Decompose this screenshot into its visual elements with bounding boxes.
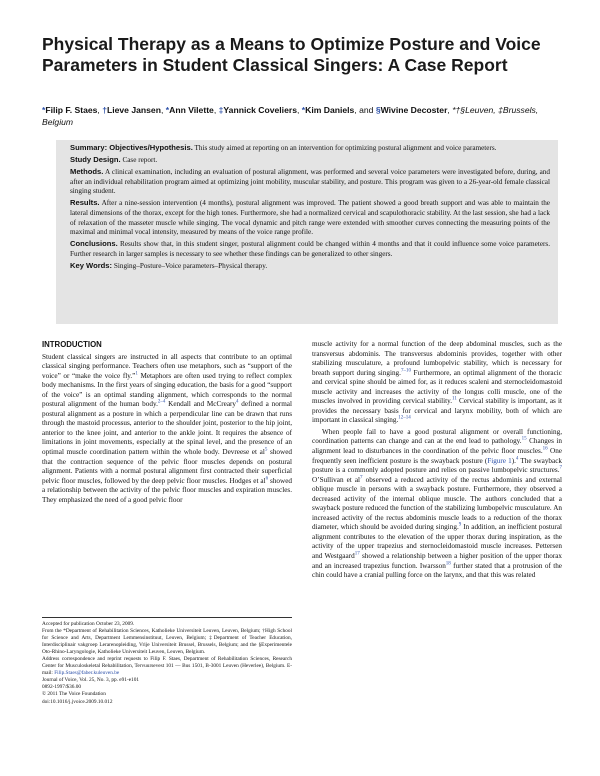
abstract-keywords: Key Words: Singing–Posture–Voice parameters–Physical therapy. [70, 261, 268, 271]
author[interactable]: *Filip F. Staes [42, 105, 98, 115]
abstract-methods: Methods. A clinical examination, including an evaluation of postural alignment, was performed and several voice parameters were investigated before, during, and after an individual rehabilitation program aimed at optimizing joint mobility, muscular stability, and posture. This program was given to a 26-year-old female classical singing student. [70, 167, 550, 196]
footnote-journal: Journal of Voice, Vol. 25, No. 3, pp. e91-e101 [42, 677, 140, 684]
citation-link[interactable]: 9 [458, 523, 462, 528]
article-title: Physical Therapy as a Means to Optimize Posture and Voice Parameters in Student Classical Singers: A Case Report [42, 34, 541, 75]
citation-link[interactable]: 6 [265, 476, 269, 482]
citation-link[interactable]: 12–14 [398, 415, 411, 421]
author[interactable]: †Lieve Jansen [102, 105, 161, 115]
email-link[interactable]: Filip.Staes@faber.kuleuven.be [54, 670, 120, 677]
author[interactable]: *Kim Daniels [301, 105, 355, 115]
citation-link[interactable]: 16 [542, 446, 548, 452]
body-paragraph: When people fail to have a good postural alignment or overall functioning, coordination patterns can change and can at the end lead to pathology.$^{15}$ Changes in alignment lead to disturbances in the coordination of the pelvic floor muscles.$^{16}$ One frequently seen inefficient posture is the swayback posture (Figure 1).$^4$ The swayback posture is a commonly adopted posture and relies on passive lumbopelvic structures.$^7$ O’Sullivan et al$^7$ observed a reduced activity of the rectus abdominis and external oblique muscle in persons with a swayback posture. Furthermore, they observed a decreased activity of the internal oblique muscle. The authors concluded that a swayback posture reduced the function of the stabilizing lumbopelvic musculature. An increased activity of the rectus abdominis muscle leads to a reduction of the thorax diameter, which should be avoided during singing.$^9$ In addition, an inefficient postural alignment contributes to the elevation of the upper thorax during inspiration, as the activity of the upper trapezius and sternocleidomastoid muscle increases. Pettersen and Westgaard$^{17}$ showed a relationship between a higher position of the upper thorax and an increased trapezius function. Iwarsson$^{18}$ further stated that a protrusion of the chin could have a cranial pulling force on the larynx, and that this was related [312, 427, 563, 580]
right-column [312, 340, 562, 581]
body-paragraph: muscle activity for a normal function of the deep abdominal muscles, such as the transversus abdominis. The transversus abdominis provides, together with other stabilizing musculature, a profound lumbopelvic stability, which is necessary for breath support during singing.$^{7-10}$ Furthermore, an optimal alignment of the thoracic and cervical spine should be aimed for, as it reduces scaleni and sternocleidomastoid muscle activity and increases the activity of the longus colli muscle, one of the muscles involved in providing cervical stability.$^{11}$ Cervical stability is important, as it provides the necessary basis for cervical and larynx mobility, both of which are important in classical singing.$^{12-14}$ [312, 340, 562, 425]
citation-link[interactable]: 7 [360, 475, 363, 481]
figure-link[interactable]: Figure 1 [487, 456, 512, 465]
footnote-doi: doi:10.1016/j.jvoice.2009.10.012 [42, 698, 113, 705]
abstract-design: Study Design. Case report. [70, 155, 158, 165]
citation-link[interactable]: 4 [236, 399, 239, 405]
abstract-conclusions: Conclusions. Results show that, in this student singer, postural alignment could be changed within 4 months and that it could influence some voice parameters. Further research in larger samples is necessary to see whether these findings can be generalized to other singers. [70, 239, 551, 258]
citation-link[interactable]: 17 [354, 551, 360, 557]
citation-link[interactable]: 18 [445, 561, 451, 567]
footnote-issn: 0892-1997/$36.00 [42, 684, 81, 691]
left-column [42, 340, 292, 505]
citation-link[interactable]: 5 [264, 447, 268, 453]
abstract-results: Results. After a nine-session intervention (4 months), postural alignment was improved. The patient showed a good breath support and was able to maintain the lateral dimensions of the thorax, except for the high tones. Furthermore, she had a normalized cervical and scapulothoracic stability. At the last session, she had a lack of relaxation of the masseter muscle while singing. The vocal dynamic and pitch range were extended with smoother curves connecting the measuring points of the maximal and minimal vocal intensity, measured by means of the voice range profile. [70, 198, 550, 237]
body-paragraph: Student classical singers are instructed in all aspects that contribute to an optimal classical singing performance. Teachers often use metaphors, such as “support of the voice” or “make the voice fly.”$^1$ Metaphors are often used trying to reflect complex body mechanisms. In the first years of singing education, the basis for a good “support of the voice” is an optimal standing alignment, which corresponds to the normal postural alignment of the human body.$^{2-4}$ Kendall and McCreary$^4$ defined a normal postural alignment as a posture in which a perpendicular line can be drawn that runs through the mastoid processus, anterior to the shoulder joint, posterior to the hip joint, anterior to the knee joint, and anterior to the ankle joint. It requires the absence of limitations in joint movements, especially at the spinal level, and the presence of an optimal muscle coordination pattern within the whole body. Devreese et al$^5$ showed that the contraction sequence of the pelvic floor muscles depends on postural alignment. Patients with a normal postural alignment first contracted their superficial pelvic floor muscles, followed by the deep pelvic floor muscles. Hodges et al$^6$ showed a relationship between the activity of the pelvic floor muscles and expiration muscles. They emphasized the need of a good pelvic floor [42, 352, 293, 504]
citation-link[interactable]: 11 [452, 396, 457, 402]
footnote-copyright: © 2011 The Voice Foundation [42, 691, 106, 698]
footnote-affiliations: From the *Department of Rehabilitation Sciences, Katholieke Universiteit Leuven, Leuven, Belgium; †High School for Science and Arts, Department Lemmensinstituut, Leuven, Belgium; ‡Department of Teacher Education, Interdisciplinair vakgroep Lerarenopleiding, Vrije Universiteit Brussel, Brussels, Belgium; and the §Experimentele Oto-Rhino-Laryngologie, Katholieke Universiteit Leuven, Leuven, Belgium. [42, 628, 292, 656]
author[interactable]: ‡Yannick Coveliers [218, 105, 297, 115]
footnote-accepted: Accepted for publication October 23, 2009. [42, 621, 135, 627]
author[interactable]: §Wivine Decoster [375, 105, 448, 115]
footnote-correspondence: Address correspondence and reprint requests to Filip F. Staes, Department of Rehabilitation Sciences, Research Center for Musculoskeletal Rehabilitation, Tervuursevest 101 — Bus 1501, B-3001 Leuven (Heverlee), Belgium. E-mail: Filip.Staes@faber.kuleuven.be [42, 656, 292, 677]
abstract-box [56, 140, 558, 324]
citation-link[interactable]: 7 [559, 465, 562, 471]
citation-link[interactable]: 15 [521, 437, 527, 443]
citation-link[interactable]: 1 [135, 371, 138, 377]
affiliation-locations: *†§Leuven, ‡Brussels, Belgium [42, 105, 539, 127]
citation-link[interactable]: 4 [515, 456, 519, 462]
abstract-summary: Summary: Objectives/Hypothesis. This study aimed at reporting on an intervention for optimizing postural alignment and voice parameters. [70, 143, 497, 152]
footnote-block [42, 617, 292, 706]
citation-link[interactable]: 7–10 [400, 368, 411, 374]
section-heading-introduction: INTRODUCTION [42, 340, 102, 349]
citation-link[interactable]: 2–4 [157, 399, 166, 405]
author[interactable]: *Ann Vilette [165, 105, 214, 115]
author-list: *Filip F. Staes, †Lieve Jansen, *Ann Vilette, ‡Yannick Coveliers, *Kim Daniels, and §Wivine Decoster, *†§Leuven, ‡Brussels, Belgium [42, 105, 539, 127]
